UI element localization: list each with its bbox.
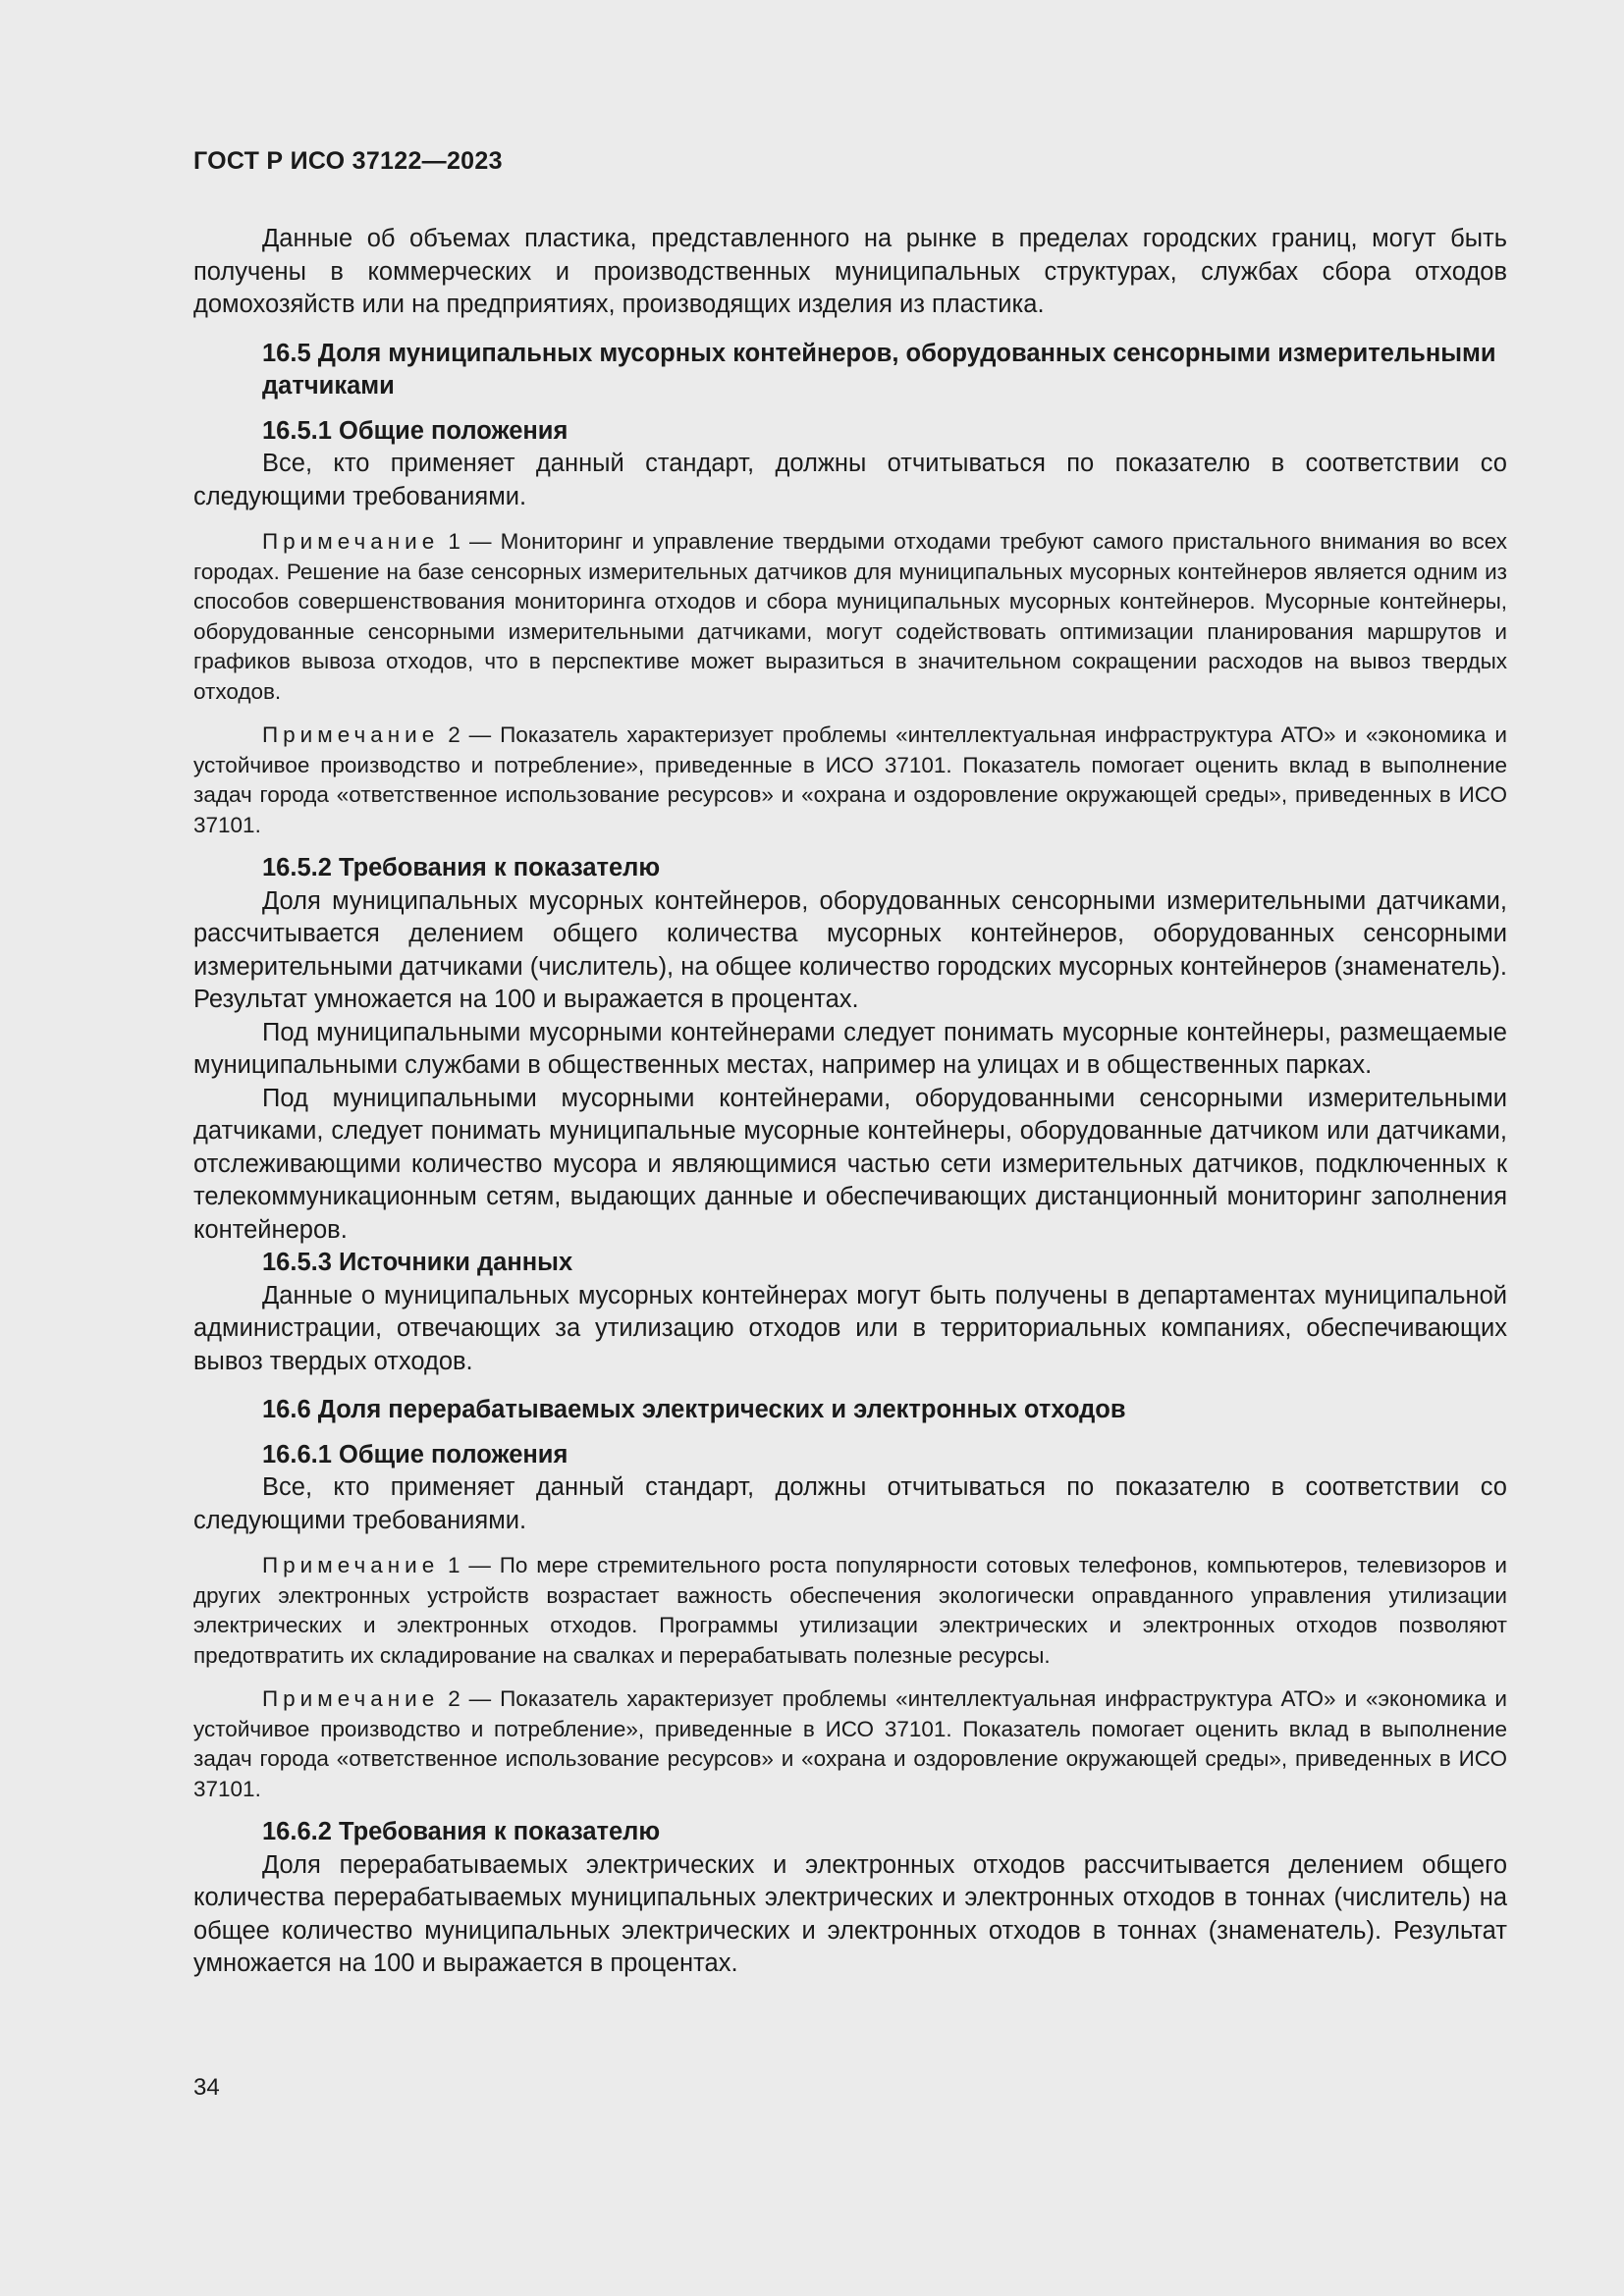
section-16-5-2-paragraph-1: Доля муниципальных мусорных контейнеров, оборудованных сенсорными измерительными датчиками, рассчитывается делением общего количества мусорных контейнеров, оборудованных сенсорными измерительными датчиками (числитель), на общее количество городских мусорных контейнеров (знаменатель). Результат умножается на 100 и выражается в процентах. — [193, 886, 1507, 1013]
section-16-5-1-title: 16.5.1 Общие положения — [262, 416, 568, 445]
note-text: 2 — Показатель характеризует проблемы «интеллектуальная инфраструктура АТО» и «экономика и устойчивое производство и потребление», приведенные в ИСО 37101. Показатель помогает оценить вклад в выполнение задач города «ответственное использование ресурсов» и «охрана и оздоровление окружающей среды», приведенных в ИСО 37101. — [193, 722, 1507, 837]
document-header: ГОСТ Р ИСО 37122—2023 — [193, 147, 503, 175]
page-number: 34 — [193, 2074, 220, 2101]
section-16-5-1-paragraph: Все, кто применяет данный стандарт, должны отчитываться по показателю в соответствии со следующими требованиями. — [193, 450, 1507, 510]
intro-paragraph: Данные об объемах пластика, представленного на рынке в пределах городских границ, могут быть получены в коммерческих и производственных муниципальных структурах, службах сбора отходов домохозяйств или на предприятиях, производящих изделия из пластика. — [193, 225, 1507, 318]
note-label: Примечание — [262, 1686, 440, 1711]
note-text: 1 — Мониторинг и управление твердыми отходами требуют самого пристального внимания во всех городах. Решение на базе сенсорных измерительных датчиков для муниципальных мусорных контейнеров является одним из способов совершенствования мониторинга отходов и сбора муниципальных мусорных контейнеров. Мусорные контейнеры, оборудованные сенсорными измерительными датчиками, могут содействовать оптимизации планирования маршрутов и графиков вывоза отходов, что в перспективе может выразиться в значительном сокращении расходов на вывоз твердых отходов. — [193, 529, 1507, 704]
note-16-5-2 — [193, 721, 1507, 840]
section-16-5-2-paragraph-3: Под муниципальными мусорными контейнерами, оборудованными сенсорными измерительными датчиками, следует понимать муниципальные мусорные контейнеры, оборудованные датчиком или датчиками, отслеживающими количество мусора и являющимися частью сети измерительных датчиков, подключенных к телекоммуникационным сетям, выдающих данные и обеспечивающих дистанционный мониторинг заполнения контейнеров. — [193, 1084, 1507, 1244]
document-page — [193, 147, 1507, 1981]
section-16-6-1-title: 16.6.1 Общие положения — [262, 1440, 568, 1468]
section-16-5-title: 16.5 Доля муниципальных мусорных контейнеров, оборудованных сенсорными измерительными датчиками — [262, 339, 1496, 400]
note-text: 1 — По мере стремительного роста популярности сотовых телефонов, компьютеров, телевизоров и других электронных устройств возрастает важность обеспечения экологически оправданного управления утилизации электрических и электронных отходов. Программы утилизации электрических и электронных отходов позволяют предотвратить их складирование на свалках и перерабатывать полезные ресурсы. — [193, 1553, 1507, 1668]
note-16-6-1 — [193, 1551, 1507, 1671]
note-label: Примечание — [262, 529, 440, 554]
note-text: 2 — Показатель характеризует проблемы «интеллектуальная инфраструктура АТО» и «экономика и устойчивое производство и потребление», приведенные в ИСО 37101. Показатель помогает оценить вклад в выполнение задач города «ответственное использование ресурсов» и «охрана и оздоровление окружающей среды», приведенных в ИСО 37101. — [193, 1686, 1507, 1801]
section-16-6-2-paragraph: Доля перерабатываемых электрических и электронных отходов рассчитывается делением общего количества перерабатываемых муниципальных электрических и электронных отходов в тоннах (числитель) на общее количество муниципальных электрических и электронных отходов в тоннах (знаменатель). Результат умножается на 100 и выражается в процентах. — [193, 1850, 1507, 1977]
note-label: Примечание — [262, 1553, 440, 1577]
section-16-5-3-title: 16.5.3 Источники данных — [262, 1249, 573, 1276]
section-16-6-2-title: 16.6.2 Требования к показателю — [262, 1818, 661, 1845]
section-16-6-title: 16.6 Доля перерабатываемых электрических и электронных отходов — [262, 1396, 1126, 1423]
section-16-5-2-title: 16.5.2 Требования к показателю — [262, 854, 661, 881]
section-16-5-2-paragraph-2: Под муниципальными мусорными контейнерами следует понимать мусорные контейнеры, размещаемые муниципальными службами в общественных местах, например на улицах и в общественных парках. — [193, 1018, 1507, 1079]
note-label: Примечание — [262, 722, 440, 747]
section-16-5-3-paragraph: Данные о муниципальных мусорных контейнерах могут быть получены в департаментах муниципальной администрации, отвечающих за утилизацию отходов или в территориальных компаниях, обеспечивающих вывоз твердых отходов. — [193, 1281, 1507, 1375]
note-16-5-1 — [193, 527, 1507, 707]
section-16-6-1-paragraph: Все, кто применяет данный стандарт, должны отчитываться по показателю в соответствии со следующими требованиями. — [193, 1473, 1507, 1534]
note-16-6-2 — [193, 1684, 1507, 1804]
